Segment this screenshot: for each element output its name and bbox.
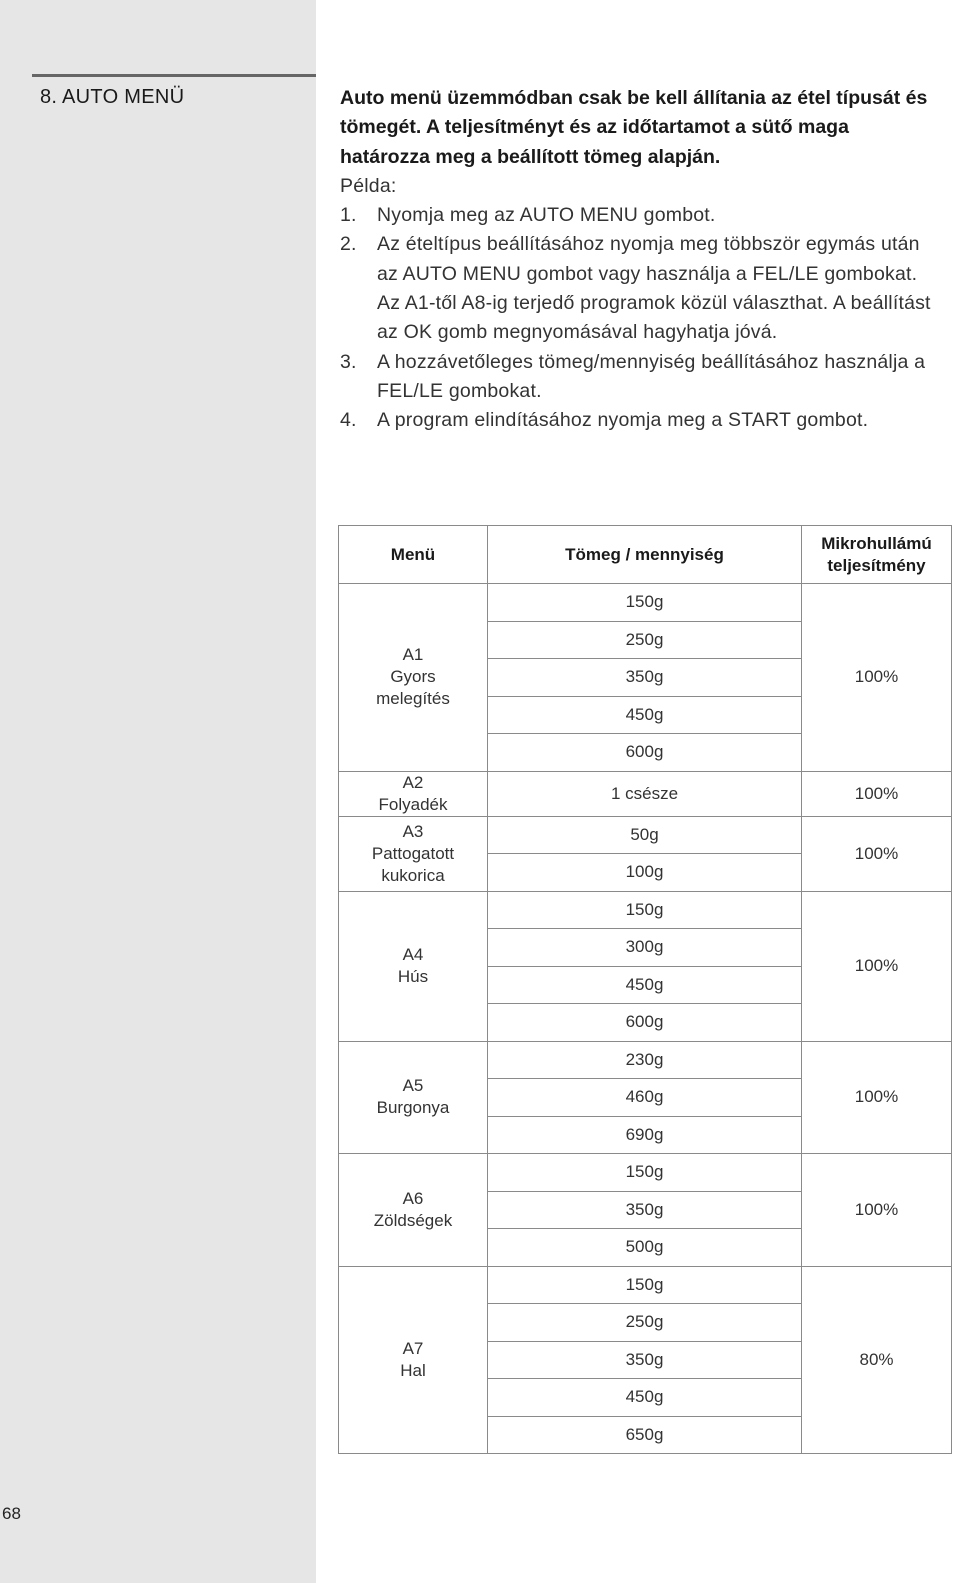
menu-cell [339, 1041, 488, 1154]
weight-cell: 350g [488, 1341, 802, 1379]
weight-cell: 450g [488, 696, 802, 734]
weight-cell: 150g [488, 1266, 802, 1304]
weight-cell: 50g [488, 816, 802, 854]
menu-name-line: kukorica [381, 865, 445, 885]
menu-cell [339, 1154, 488, 1267]
weight-cell: 250g [488, 1304, 802, 1342]
weight-cell: 230g [488, 1041, 802, 1079]
menu-code: A5 [402, 1076, 424, 1096]
intro-paragraph: Auto menü üzemmódban csak be kell állítania az étel típusát és tömegét. A teljesítményt és az időtartamot a sütő maga határozza meg a beállított tömeg alapján. [340, 87, 928, 168]
weight-cell: 450g [488, 1379, 802, 1417]
header-weight: Tömeg / mennyiség [488, 526, 802, 584]
weight-cell: 150g [488, 1154, 802, 1192]
step-text: A hozzávetőleges tömeg/mennyiség beállításához használja a FEL/LE gombokat. [377, 350, 926, 402]
table-row [339, 891, 952, 929]
weight-cell: 300g [488, 929, 802, 967]
header-menu: Menü [339, 526, 488, 584]
step-text: Nyomja meg az AUTO MENU gombot. [377, 204, 716, 227]
weight-cell: 100g [488, 854, 802, 892]
power-cell: 100% [802, 584, 952, 772]
menu-name-line: Pattogatott [371, 843, 455, 863]
weight-cell: 500g [488, 1229, 802, 1267]
table-row [339, 816, 952, 854]
menu-code: A2 [402, 772, 424, 792]
section-title: 8. AUTO MENÜ [40, 86, 185, 108]
power-cell: 100% [802, 1154, 952, 1267]
weight-cell: 650g [488, 1416, 802, 1454]
menu-cell [339, 771, 488, 816]
menu-name-line: Folyadék [378, 794, 448, 814]
power-cell: 100% [802, 816, 952, 891]
menu-name-line: Hal [400, 1360, 426, 1380]
power-cell: 80% [802, 1266, 952, 1454]
power-cell: 100% [802, 891, 952, 1041]
menu-name-line: Burgonya [376, 1098, 450, 1118]
step-item [340, 230, 940, 347]
menu-code: A6 [402, 1188, 424, 1208]
step-text: A program elindításához nyomja meg a START gombot. [377, 409, 869, 432]
menu-code: A3 [402, 821, 424, 841]
header-power: Mikrohullámú teljesítmény [802, 526, 952, 584]
weight-cell: 150g [488, 891, 802, 929]
table-row [339, 1154, 952, 1192]
auto-menu-table-container [338, 525, 951, 1454]
step-number: 4. [340, 409, 357, 432]
menu-cell [339, 891, 488, 1041]
weight-cell: 450g [488, 966, 802, 1004]
menu-code: A7 [402, 1338, 424, 1358]
weight-cell: 460g [488, 1079, 802, 1117]
weight-cell: 350g [488, 1191, 802, 1229]
table-body [339, 584, 952, 1454]
table-row [339, 1266, 952, 1304]
step-item [340, 406, 940, 435]
table-header-row [339, 526, 952, 584]
weight-cell: 690g [488, 1116, 802, 1154]
weight-cell: 150g [488, 584, 802, 622]
section-divider [32, 74, 316, 77]
table-row [339, 1041, 952, 1079]
weight-cell: 250g [488, 621, 802, 659]
weight-cell: 600g [488, 734, 802, 772]
steps-list [340, 201, 940, 435]
menu-cell [339, 1266, 488, 1454]
table-row [339, 584, 952, 622]
weight-cell: 1 csésze [488, 771, 802, 816]
power-cell: 100% [802, 771, 952, 816]
weight-cell: 600g [488, 1004, 802, 1042]
menu-code: A4 [402, 945, 424, 964]
menu-name-line: Zöldségek [373, 1210, 453, 1230]
step-item [340, 348, 940, 407]
main-content [340, 84, 940, 436]
step-text: Az ételtípus beállításához nyomja meg többször egymás után az AUTO MENU gombot vagy használja a FEL/LE gombokat. Az A1-től A8-ig terjedő programok közül választhat. A beállítást az OK gomb megnyomásával hagyhatja jóvá. [377, 233, 931, 344]
table-row [339, 771, 952, 816]
weight-cell: 350g [488, 659, 802, 697]
step-number: 2. [340, 233, 357, 256]
menu-code: A1 [402, 645, 424, 665]
step-number: 3. [340, 350, 357, 373]
step-number: 1. [340, 204, 357, 227]
page-number: 68 [2, 1504, 21, 1523]
menu-cell [339, 584, 488, 772]
menu-name-line: Hús [397, 967, 429, 986]
step-item [340, 201, 940, 230]
auto-menu-table [338, 525, 952, 1454]
menu-cell [339, 816, 488, 891]
example-label: Példa: [340, 174, 397, 197]
menu-name-line: melegítés [376, 689, 450, 709]
power-cell: 100% [802, 1041, 952, 1154]
left-column [0, 0, 316, 1583]
menu-name-line: Gyors [390, 667, 436, 687]
